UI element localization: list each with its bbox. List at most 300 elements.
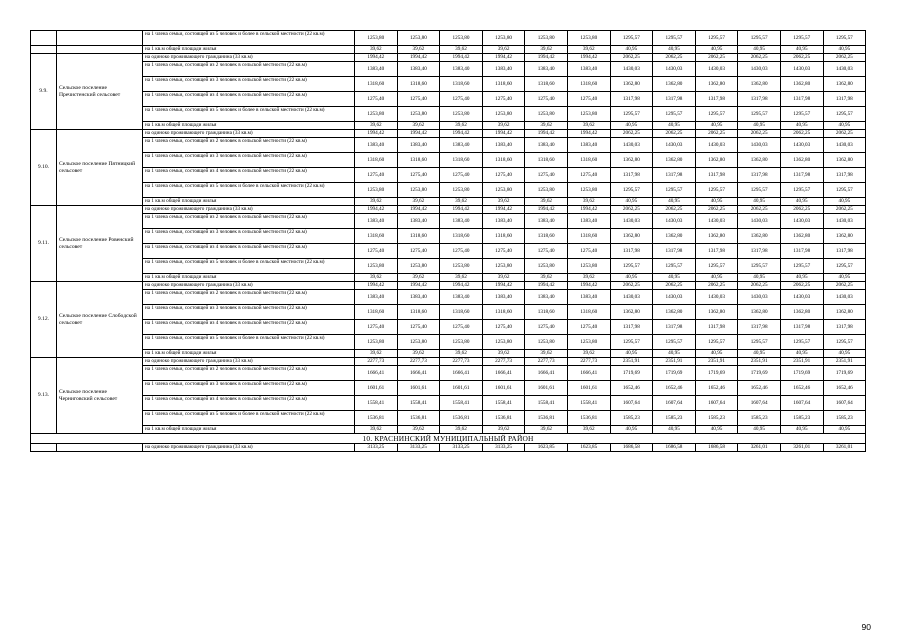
table-row: [31, 426, 866, 434]
value-cell: 1295,57: [653, 31, 696, 46]
value-cell: 1362,80: [653, 153, 696, 168]
row-description: на 1 члена семьи, состоящей из 2 человек в сельской местности (22 кв.м): [143, 214, 355, 229]
value-cell: 1318,60: [482, 153, 525, 168]
value-cell: 1295,57: [780, 107, 823, 122]
row-description: на 1 члена семьи, состоящей из 5 человек и более в сельской местности (22 кв.м): [143, 107, 355, 122]
value-cell: 1719,69: [653, 366, 696, 381]
value-cell: 2062,25: [780, 282, 823, 290]
value-cell: 1383,40: [482, 214, 525, 229]
value-cell: 1362,80: [738, 77, 781, 92]
value-cell: 1295,57: [823, 335, 866, 350]
value-cell: 1430,03: [780, 290, 823, 305]
value-cell: 39,62: [397, 350, 440, 358]
value-cell: 1253,80: [440, 31, 483, 46]
value-cell: 1317,98: [738, 92, 781, 107]
value-cell: 1383,40: [397, 138, 440, 153]
value-cell: 1362,80: [610, 153, 653, 168]
value-cell: 1607,64: [610, 396, 653, 411]
value-cell: 1601,61: [567, 381, 610, 396]
value-cell: 39,62: [482, 122, 525, 130]
value-cell: 1362,80: [738, 305, 781, 320]
value-cell: 40,95: [653, 198, 696, 206]
value-cell: 1253,80: [440, 259, 483, 274]
row-description: на одиноко проживающего гражданина (33 кв.м): [143, 282, 355, 290]
settlement-name: Сельское поселение Пятницкий сельсовет: [57, 130, 143, 206]
value-cell: 2062,25: [610, 282, 653, 290]
value-cell: 2062,25: [780, 130, 823, 138]
empty-number-cell: [31, 444, 57, 452]
value-cell: 1275,40: [355, 320, 398, 335]
value-cell: 1295,57: [695, 183, 738, 198]
value-cell: 39,62: [525, 426, 568, 434]
value-cell: 39,62: [525, 350, 568, 358]
tariff-table-page: [30, 30, 866, 452]
value-cell: 1253,80: [525, 335, 568, 350]
value-cell: 3133,25: [440, 444, 483, 452]
value-cell: 1585,23: [738, 411, 781, 426]
value-cell: 1295,57: [738, 31, 781, 46]
row-description: на 1 члена семьи, состоящей из 4 человек в сельской местности (22 кв.м): [143, 92, 355, 107]
value-cell: 1383,40: [567, 214, 610, 229]
table-row: [31, 92, 866, 107]
value-cell: 1318,60: [355, 305, 398, 320]
value-cell: 1318,60: [567, 77, 610, 92]
value-cell: 1253,80: [482, 183, 525, 198]
value-cell: 39,62: [397, 198, 440, 206]
value-cell: 1666,41: [397, 366, 440, 381]
value-cell: 39,62: [440, 274, 483, 282]
value-cell: 1295,57: [653, 107, 696, 122]
table-row: [31, 396, 866, 411]
value-cell: 1362,80: [738, 153, 781, 168]
value-cell: 1317,98: [738, 168, 781, 183]
value-cell: 39,62: [397, 426, 440, 434]
value-cell: 1994,42: [525, 206, 568, 214]
value-cell: 2351,91: [780, 358, 823, 366]
row-description: на 1 кв.м общей площади жилья: [143, 350, 355, 358]
value-cell: 2062,25: [738, 282, 781, 290]
value-cell: 1994,42: [397, 282, 440, 290]
value-cell: 1275,40: [567, 244, 610, 259]
value-cell: 1317,98: [653, 320, 696, 335]
row-description: на 1 кв.м общей площади жилья: [143, 274, 355, 282]
value-cell: 1607,64: [823, 396, 866, 411]
value-cell: 1994,42: [567, 130, 610, 138]
value-cell: 1601,61: [397, 381, 440, 396]
value-cell: 1623,85: [525, 444, 568, 452]
value-cell: 1295,57: [738, 259, 781, 274]
value-cell: 1275,40: [440, 92, 483, 107]
value-cell: 39,62: [482, 426, 525, 434]
value-cell: 1383,40: [525, 138, 568, 153]
value-cell: 2062,25: [780, 206, 823, 214]
value-cell: 1318,60: [397, 153, 440, 168]
value-cell: 1601,61: [355, 381, 398, 396]
value-cell: 1275,40: [482, 168, 525, 183]
value-cell: 1607,64: [738, 396, 781, 411]
value-cell: 1383,40: [397, 290, 440, 305]
value-cell: 1295,57: [780, 183, 823, 198]
value-cell: 40,95: [780, 46, 823, 54]
row-description: на 1 члена семьи, состоящей из 5 человек и более в сельской местности (22 кв.м): [143, 259, 355, 274]
settlement-number: 9.13.: [31, 358, 57, 434]
value-cell: 40,95: [738, 350, 781, 358]
value-cell: 1275,40: [567, 168, 610, 183]
value-cell: 1362,80: [695, 229, 738, 244]
value-cell: 1383,40: [355, 138, 398, 153]
value-cell: 1253,80: [397, 259, 440, 274]
value-cell: 1253,80: [440, 335, 483, 350]
value-cell: 1295,57: [823, 107, 866, 122]
table-row: [31, 282, 866, 290]
value-cell: 40,95: [695, 46, 738, 54]
value-cell: 1383,40: [397, 214, 440, 229]
value-cell: 1317,98: [653, 92, 696, 107]
row-description: на 1 члена семьи, состоящей из 2 человек в сельской местности (22 кв.м): [143, 62, 355, 77]
value-cell: 1362,80: [823, 153, 866, 168]
value-cell: 39,62: [397, 274, 440, 282]
value-cell: 1317,98: [653, 168, 696, 183]
value-cell: 39,62: [440, 198, 483, 206]
value-cell: 1318,60: [525, 153, 568, 168]
value-cell: 39,62: [567, 122, 610, 130]
value-cell: 1383,40: [567, 290, 610, 305]
tariff-table-body: [31, 31, 866, 452]
value-cell: 1994,42: [355, 206, 398, 214]
table-row: [31, 46, 866, 54]
value-cell: 2277,73: [525, 358, 568, 366]
value-cell: 1430,03: [610, 214, 653, 229]
row-description: на 1 кв.м общей площади жилья: [143, 46, 355, 54]
value-cell: 1318,60: [482, 77, 525, 92]
row-description: на 1 члена семьи, состоящей из 4 человек в сельской местности (22 кв.м): [143, 396, 355, 411]
table-row: [31, 366, 866, 381]
value-cell: 1275,40: [355, 92, 398, 107]
empty-number-cell: [31, 46, 57, 54]
settlement-number: 9.11.: [31, 206, 57, 282]
value-cell: 1994,42: [397, 130, 440, 138]
value-cell: 2062,25: [653, 54, 696, 62]
value-cell: 1994,42: [567, 54, 610, 62]
value-cell: 40,95: [823, 426, 866, 434]
value-cell: 1295,57: [610, 31, 653, 46]
value-cell: 40,95: [823, 122, 866, 130]
value-cell: 39,62: [525, 198, 568, 206]
value-cell: 2062,25: [823, 54, 866, 62]
value-cell: 40,95: [610, 426, 653, 434]
value-cell: 1275,40: [525, 92, 568, 107]
value-cell: 40,95: [823, 198, 866, 206]
value-cell: 1558,41: [567, 396, 610, 411]
value-cell: 39,62: [355, 198, 398, 206]
value-cell: 40,95: [653, 426, 696, 434]
row-description: на 1 кв.м общей площади жилья: [143, 198, 355, 206]
value-cell: 1295,57: [780, 259, 823, 274]
row-description: на 1 кв.м общей площади жилья: [143, 426, 355, 434]
value-cell: 40,95: [780, 350, 823, 358]
value-cell: 39,62: [397, 46, 440, 54]
value-cell: 1430,03: [780, 138, 823, 153]
value-cell: 1362,80: [780, 229, 823, 244]
value-cell: 40,95: [780, 426, 823, 434]
table-row: [31, 259, 866, 274]
value-cell: 1430,03: [780, 214, 823, 229]
value-cell: 1686,58: [610, 444, 653, 452]
value-cell: 1652,46: [653, 381, 696, 396]
value-cell: 1430,03: [695, 214, 738, 229]
value-cell: 1536,81: [567, 411, 610, 426]
value-cell: 1383,40: [355, 214, 398, 229]
table-row: [31, 214, 866, 229]
value-cell: 1607,64: [695, 396, 738, 411]
value-cell: 1383,40: [397, 62, 440, 77]
value-cell: 1295,57: [610, 107, 653, 122]
value-cell: 1317,98: [695, 244, 738, 259]
row-description: на 1 члена семьи, состоящей из 4 человек в сельской местности (22 кв.м): [143, 168, 355, 183]
value-cell: 2062,25: [695, 282, 738, 290]
value-cell: 1362,80: [780, 77, 823, 92]
value-cell: 2062,25: [653, 206, 696, 214]
value-cell: 1275,40: [567, 320, 610, 335]
value-cell: 1362,80: [823, 305, 866, 320]
value-cell: 40,95: [695, 198, 738, 206]
value-cell: 1362,80: [610, 305, 653, 320]
value-cell: 1994,42: [355, 130, 398, 138]
value-cell: 1318,60: [482, 229, 525, 244]
table-row: [31, 290, 866, 305]
value-cell: 1383,40: [567, 138, 610, 153]
value-cell: 2062,25: [823, 206, 866, 214]
value-cell: 1558,41: [525, 396, 568, 411]
value-cell: 1383,40: [440, 290, 483, 305]
value-cell: 39,62: [567, 274, 610, 282]
value-cell: 1275,40: [397, 92, 440, 107]
value-cell: 39,62: [440, 350, 483, 358]
value-cell: 1686,58: [653, 444, 696, 452]
settlement-name: Сельское поселение Ровенский сельсовет: [57, 206, 143, 282]
value-cell: 1275,40: [525, 168, 568, 183]
value-cell: 1383,40: [482, 62, 525, 77]
value-cell: 1994,42: [355, 282, 398, 290]
value-cell: 1430,03: [738, 290, 781, 305]
settlement-name: Сельское поселение Черниговский сельсовет: [57, 358, 143, 434]
value-cell: 1253,80: [397, 335, 440, 350]
value-cell: 40,95: [610, 274, 653, 282]
value-cell: 1253,80: [482, 31, 525, 46]
value-cell: 1253,80: [397, 31, 440, 46]
value-cell: 1295,57: [780, 31, 823, 46]
value-cell: 39,62: [397, 122, 440, 130]
value-cell: 39,62: [440, 426, 483, 434]
value-cell: 1295,57: [653, 335, 696, 350]
value-cell: 1652,46: [610, 381, 653, 396]
section-row: [31, 434, 866, 444]
value-cell: 1652,46: [823, 381, 866, 396]
settlement-number: 9.9.: [31, 54, 57, 130]
value-cell: 1275,40: [482, 244, 525, 259]
empty-name-cell: [57, 444, 143, 452]
value-cell: 1295,57: [823, 183, 866, 198]
value-cell: 39,62: [355, 46, 398, 54]
value-cell: 1253,80: [567, 259, 610, 274]
value-cell: 1558,41: [482, 396, 525, 411]
value-cell: 2351,91: [823, 358, 866, 366]
value-cell: 40,95: [738, 122, 781, 130]
value-cell: 1318,60: [567, 229, 610, 244]
row-description: на 1 члена семьи, состоящей из 3 человек в сельской местности (22 кв.м): [143, 77, 355, 92]
value-cell: 1652,46: [738, 381, 781, 396]
value-cell: 1430,03: [823, 138, 866, 153]
value-cell: 1362,80: [738, 229, 781, 244]
value-cell: 1666,41: [440, 366, 483, 381]
row-description: на 1 члена семьи, состоящей из 4 человек в сельской местности (22 кв.м): [143, 244, 355, 259]
value-cell: 1317,98: [653, 244, 696, 259]
value-cell: 1994,42: [440, 54, 483, 62]
value-cell: 1295,57: [610, 259, 653, 274]
value-cell: 1253,80: [440, 107, 483, 122]
row-description: на 1 кв.м общей площади жилья: [143, 122, 355, 130]
value-cell: 39,62: [355, 122, 398, 130]
value-cell: 1536,81: [440, 411, 483, 426]
value-cell: 1585,23: [823, 411, 866, 426]
empty-name-cell: [57, 46, 143, 54]
value-cell: 1317,98: [823, 92, 866, 107]
settlement-number: 9.12.: [31, 282, 57, 358]
value-cell: 1383,40: [355, 62, 398, 77]
value-cell: 1383,40: [525, 62, 568, 77]
section-title: 10. КРАСНИНСКИЙ МУНИЦИПАЛЬНЫЙ РАЙОН: [31, 434, 866, 444]
value-cell: 1536,81: [397, 411, 440, 426]
value-cell: 39,62: [482, 46, 525, 54]
value-cell: 1253,80: [567, 183, 610, 198]
value-cell: 1317,98: [738, 320, 781, 335]
value-cell: 39,62: [482, 350, 525, 358]
value-cell: 1253,80: [525, 107, 568, 122]
value-cell: 1275,40: [440, 244, 483, 259]
value-cell: 1994,42: [440, 282, 483, 290]
value-cell: 1994,42: [355, 54, 398, 62]
value-cell: 1719,69: [780, 366, 823, 381]
value-cell: 39,62: [440, 122, 483, 130]
value-cell: 1295,57: [738, 107, 781, 122]
settlement-name: Сельское поселение Пречистенский сельсовет: [57, 54, 143, 130]
value-cell: 1536,81: [355, 411, 398, 426]
value-cell: 2351,91: [738, 358, 781, 366]
value-cell: 1253,80: [525, 259, 568, 274]
value-cell: 1362,80: [653, 305, 696, 320]
value-cell: 40,95: [780, 198, 823, 206]
table-row: [31, 381, 866, 396]
value-cell: 40,95: [780, 274, 823, 282]
value-cell: 40,95: [653, 274, 696, 282]
row-description: на 1 члена семьи, состоящей из 2 человек в сельской местности (22 кв.м): [143, 290, 355, 305]
table-row: [31, 138, 866, 153]
value-cell: 1318,60: [482, 305, 525, 320]
value-cell: 40,95: [695, 122, 738, 130]
value-cell: 1275,40: [355, 244, 398, 259]
value-cell: 1295,57: [695, 107, 738, 122]
value-cell: 1253,80: [397, 107, 440, 122]
value-cell: 1317,98: [610, 92, 653, 107]
value-cell: 2062,25: [610, 206, 653, 214]
value-cell: 1383,40: [525, 290, 568, 305]
value-cell: 1383,40: [440, 214, 483, 229]
value-cell: 1994,42: [525, 54, 568, 62]
value-cell: 1318,60: [397, 229, 440, 244]
value-cell: 1362,80: [695, 305, 738, 320]
row-description: на 1 члена семьи, состоящей из 5 человек и более в сельской местности (22 кв.м): [143, 31, 355, 46]
value-cell: 1253,80: [355, 107, 398, 122]
value-cell: 1383,40: [440, 62, 483, 77]
value-cell: 1275,40: [525, 320, 568, 335]
value-cell: 1318,60: [440, 305, 483, 320]
value-cell: 2062,25: [610, 54, 653, 62]
value-cell: 1253,80: [525, 183, 568, 198]
value-cell: 1430,03: [823, 214, 866, 229]
value-cell: 40,95: [738, 274, 781, 282]
value-cell: 1275,40: [397, 244, 440, 259]
value-cell: 1601,61: [482, 381, 525, 396]
value-cell: 1383,40: [440, 138, 483, 153]
table-row: [31, 444, 866, 452]
value-cell: 2277,73: [397, 358, 440, 366]
value-cell: 1686,58: [695, 444, 738, 452]
value-cell: 1430,03: [610, 138, 653, 153]
value-cell: 1558,41: [397, 396, 440, 411]
value-cell: 1994,42: [482, 206, 525, 214]
table-row: [31, 130, 866, 138]
table-row: [31, 305, 866, 320]
value-cell: 2062,25: [823, 130, 866, 138]
value-cell: 2062,25: [653, 130, 696, 138]
value-cell: 1994,42: [482, 54, 525, 62]
value-cell: 1317,98: [780, 320, 823, 335]
value-cell: 1383,40: [355, 290, 398, 305]
value-cell: 39,62: [567, 46, 610, 54]
value-cell: 40,95: [610, 350, 653, 358]
value-cell: 1295,57: [738, 335, 781, 350]
value-cell: 1295,57: [823, 31, 866, 46]
value-cell: 1253,80: [355, 259, 398, 274]
value-cell: 1430,03: [695, 138, 738, 153]
value-cell: 39,62: [525, 274, 568, 282]
value-cell: 39,62: [567, 198, 610, 206]
value-cell: 3133,25: [397, 444, 440, 452]
value-cell: 1666,41: [525, 366, 568, 381]
table-row: [31, 206, 866, 214]
value-cell: 1318,60: [355, 77, 398, 92]
value-cell: 1536,81: [525, 411, 568, 426]
value-cell: 2277,73: [567, 358, 610, 366]
value-cell: 1719,69: [823, 366, 866, 381]
value-cell: 1317,98: [695, 320, 738, 335]
value-cell: 39,62: [440, 46, 483, 54]
value-cell: 1275,40: [440, 168, 483, 183]
value-cell: 1318,60: [397, 77, 440, 92]
value-cell: 1430,03: [610, 62, 653, 77]
value-cell: 1994,42: [397, 206, 440, 214]
value-cell: 2062,25: [823, 282, 866, 290]
row-description: на 1 члена семьи, состоящей из 5 человек и более в сельской местности (22 кв.м): [143, 411, 355, 426]
value-cell: 2062,25: [780, 54, 823, 62]
value-cell: 1318,60: [397, 305, 440, 320]
table-row: [31, 335, 866, 350]
table-row: [31, 107, 866, 122]
value-cell: 1430,03: [653, 290, 696, 305]
value-cell: 1318,60: [355, 153, 398, 168]
value-cell: 1317,98: [695, 168, 738, 183]
value-cell: 1430,03: [695, 62, 738, 77]
